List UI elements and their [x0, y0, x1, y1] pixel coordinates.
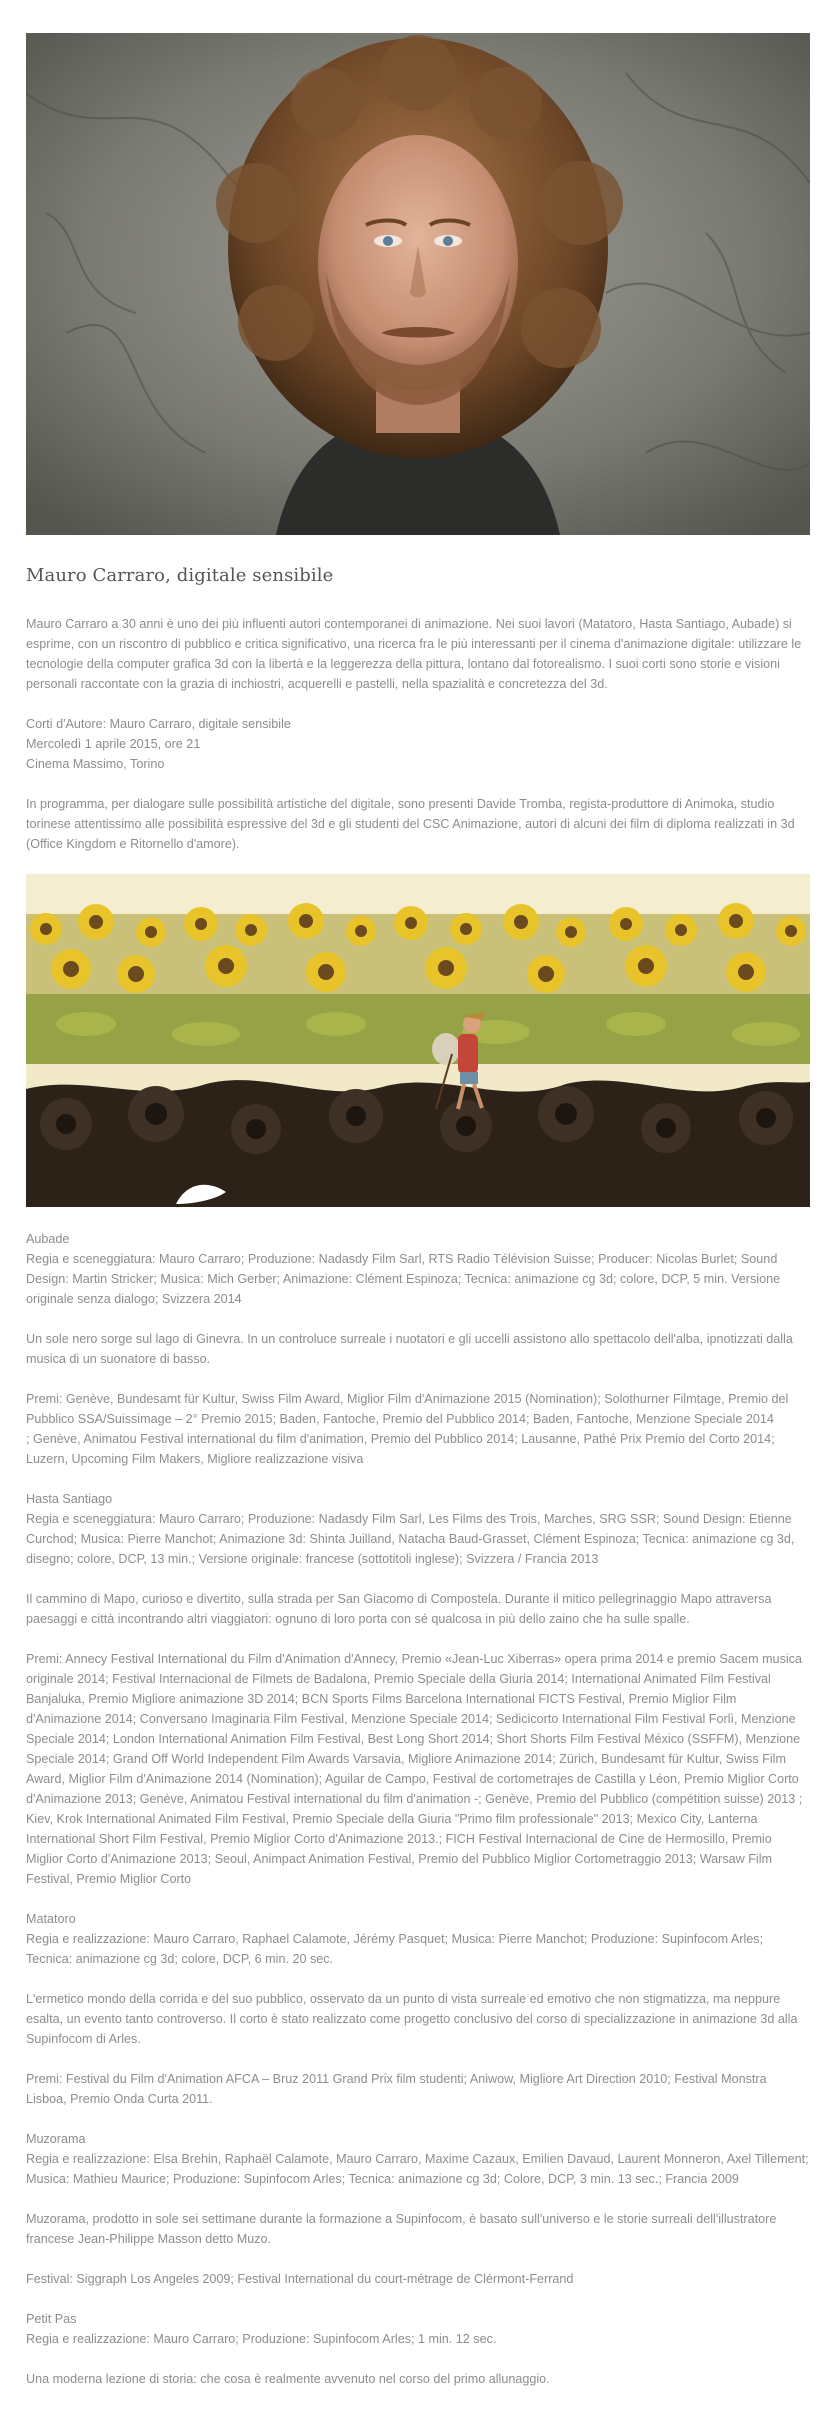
portrait-image	[26, 33, 810, 535]
article-title: Mauro Carraro, digitale sensibile	[26, 565, 334, 586]
film-still-image	[26, 874, 810, 1207]
intro-paragraph: Mauro Carraro a 30 anni è uno dei più influenti autori contemporanei di animazione. Nei suoi lavori (Matatoro, Hasta Santiago, Aubade) si esprime, con un riscontro di pubblico e critica significativo, una ricerca fra le più interessanti per il cinema d'animazione digitale: utilizzare le tecnologie della computer grafica 3d con la libertà e la leggerezza della pittura, lontano dal fotorealismo. I suoi corti sono storie e visioni personali raccontate con la grazia di inchiostri, acquerelli e pastelli, nella spazialità e concretezza del 3d.	[26, 617, 802, 691]
aubade-synopsis: Un sole nero sorge sul lago di Ginevra. In un controluce surreale i nuotatori e gli uccelli assistono allo spettacolo dell'alba, ipnotizzati dalla musica di un suonatore di basso.	[26, 1332, 793, 1366]
matatoro-synopsis: L'ermetico mondo della corrida e del suo pubblico, osservato da un punto di vista surreale ed emotivo che non stigmatizza, ma neppure esalta, un evento tanto controverso. Il corto è stato realizzato come progetto conclusivo del corso di specializzazione in animazione 3d alla Supinfocom di Arles.	[26, 1992, 798, 2046]
muzorama-festival: Festival: Siggraph Los Angeles 2009; Festival International du court-métrage de Clérmont-Ferrand	[26, 2272, 574, 2286]
hasta-santiago-awards: Premi: Annecy Festival International du Film d'Animation d'Annecy, Premio «Jean-Luc Xiberras» opera prima 2014 e premio Sacem musica originale 2014; Festival Internacional de Filmets de Badalona, Premio Speciale della Giuria 2014; International Animated Film Festival Banjaluka, Premio Migliore animazione 3D 2014; BCN Sports Films Barcelona International FICTS Festival, Premio Miglior Film d'Animazione 2014; Conversano Imaginaria Film Festival, Menzione Speciale 2014; Sedicicorto International Film Festival Forlì, Menzione Speciale 2014; London International Animation Film Festival, Best Long Short 2014; Short Shorts Film Festival México (SSFFM), Menzione Speciale 2014; Grand Off World Independent Film Awards Varsavia, Migliore Animazione 2014; Zürich, Bundesamt für Kultur, Swiss Film Award, Miglior Film d'Animazione 2014 (Nomination); Aguilar de Campo, Festival de cortometrajes de Castilla y Léon, Premio Miglior Corto d'Animazione 2013; Genève, Animatou Festival international du film d'animation -; Genève, Premio del Pubblico (compétition suisse) 2013 ; Kiev, Krok International Animated Film Festival, Premio Speciale della Giuria "Primo film professionale" 2013; Mexico City, Lanterna International Short Film Festival, Premio Miglior Corto d'Animazione 2013.; FICH Festival Internacional de Cine de Hermosillo, Premio Miglior Corto d'Animazione 2013; Seoul, Animpact Animation Festival, Premio del Pubblico Miglior Cortometraggio 2013; Warsaw Film Festival, Premio Miglior Corto	[26, 1652, 803, 1886]
program-paragraph: In programma, per dialogare sulle possibilità artistiche del digitale, sono presenti Davide Tromba, regista-produttore di Animoka, studio torinese attentissimo alle possibilità espressive del 3d e gli studenti del CSC Animazione, autori di alcuni dei film di diploma realizzati in 3d (Office Kingdom e Ritornello d'amore).	[26, 797, 795, 851]
muzorama-credits: Muzorama Regia e realizzazione: Elsa Brehin, Raphaël Calamote, Mauro Carraro, Maxime Cazaux, Emilien Davaud, Laurent Monneron, Axel Tillement; Musica: Mathieu Maurice; Produzione: Supinfocom Arles; Tecnica: animazione cg 3d; Colore, DCP, 3 min. 13 sec.; Francia 2009	[26, 2132, 809, 2186]
article	[26, 33, 810, 2409]
petit-pas-synopsis: Una moderna lezione di storia: che cosa è realmente avvenuto nel corso del primo allunaggio.	[26, 2372, 550, 2386]
sunflower-field-illustration	[26, 874, 810, 1207]
aubade-awards: Premi: Genève, Bundesamt für Kultur, Swiss Film Award, Miglior Film d'Animazione 2015 (Nomination); Solothurner Filmtage, Premio del Pubblico SSA/Suissimage – 2° Premio 2015; Baden, Fantoche, Premio del Pubblico 2014; Baden, Fantoche, Menzione Speciale 2014 ; Genève, Animatou Festival international du film d'animation, Premio del Pubblico 2014; Lausanne, Pathé Prix Premio del Corto 2014; Luzern, Upcoming Film Makers, Migliore realizzazione visiva	[26, 1392, 789, 1466]
muzorama-synopsis: Muzorama, prodotto in sole sei settimane durante la formazione a Supinfocom, è basato sull'universo e le storie surreali dell'illustratore francese Jean-Philippe Masson detto Muzo.	[26, 2212, 777, 2246]
hasta-santiago-credits: Hasta Santiago Regia e sceneggiatura: Mauro Carraro; Produzione: Nadasdy Film Sarl, Les Films des Trois, Marches, SRG SSR; Sound Design: Etienne Curchod; Musica: Pierre Manchot; Animazione 3d: Shinta Juilland, Natacha Baud-Grasset, Clément Espinoza; Tecnica: animazione cg 3d, disegno; colore, DCP, 13 min.; Versione originale: francese (sottotitoli inglese); Svizzera / Francia 2013	[26, 1492, 795, 1566]
hasta-santiago-synopsis: Il cammino di Mapo, curioso e divertito, sulla strada per San Giacomo di Compostela. Durante il mitico pellegrinaggio Mapo attraversa paesaggi e città incontrando altri viaggiatori: ognuno di loro porta con sé qualcosa in più dello zaino che ha sulle spalle.	[26, 1592, 772, 1626]
event-info: Corti d'Autore: Mauro Carraro, digitale sensibile Mercoledì 1 aprile 2015, ore 21 Cinema Massimo, Torino	[26, 717, 291, 771]
matatoro-credits: Matatoro Regia e realizzazione: Mauro Carraro, Raphael Calamote, Jérémy Pasquet; Musica: Pierre Manchot; Produzione: Supinfocom Arles; Tecnica: animazione cg 3d; colore, DCP, 6 min. 20 sec.	[26, 1912, 764, 1966]
petit-pas-credits: Petit Pas Regia e realizzazione: Mauro Carraro; Produzione: Supinfocom Arles; 1 min. 12 sec.	[26, 2312, 497, 2346]
aubade-credits: Aubade Regia e sceneggiatura: Mauro Carraro; Produzione: Nadasdy Film Sarl, RTS Radio Télévision Suisse; Producer: Nicolas Burlet; Sound Design: Martin Stricker; Musica: Mich Gerber; Animazione: Clément Espinoza; Tecnica: animazione cg 3d; colore, DCP, 5 min. Versione originale senza dialogo; Svizzera 2014	[26, 1232, 781, 1306]
portrait-illustration	[26, 33, 810, 535]
matatoro-awards: Premi: Festival du Film d'Animation AFCA – Bruz 2011 Grand Prix film studenti; Aniwow, Migliore Art Direction 2010; Festival Monstra Lisboa, Premio Onda Curta 2011.	[26, 2072, 767, 2106]
